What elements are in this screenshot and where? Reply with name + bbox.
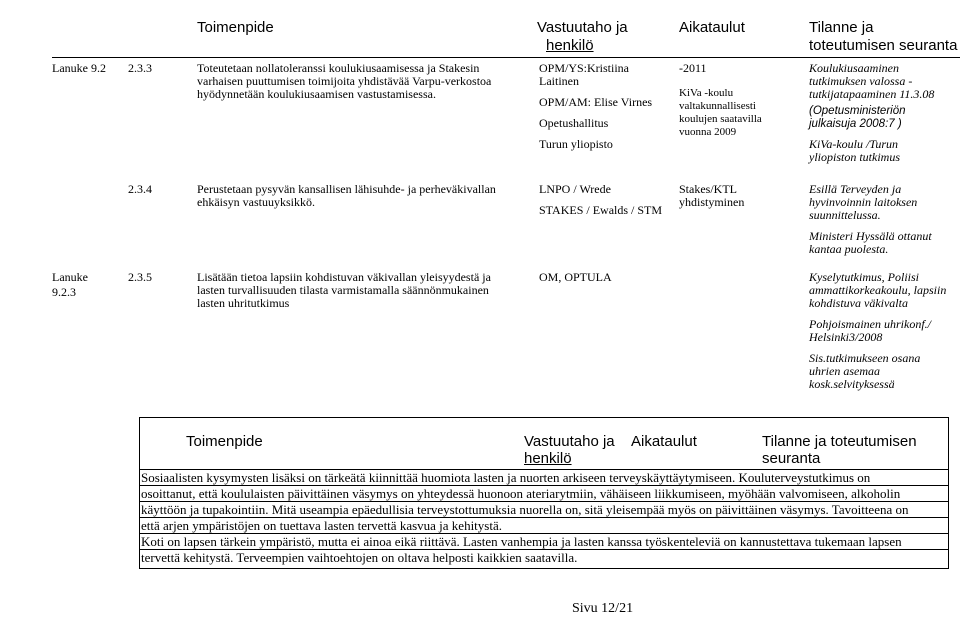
row1-action-line: varhaisen puuttumisen toimijoita yhdistävää Varpu-verkostoa — [197, 74, 492, 88]
row1-action-line: Toteutetaan nollatoleranssi koulukiusaamisessa ja Stakesin — [197, 61, 480, 75]
t2-body-text: Sosiaalisten kysymysten lisäksi on tärkeätä kiinnittää huomiota lasten ja nuorten arkiseen terveyskäyttäytymiseen. Kouluterveystutkimus on — [141, 470, 871, 485]
row3-action-line: lasten uhritutkimus — [197, 296, 290, 310]
header-schedule: Aikataulut — [679, 19, 745, 36]
t2-body-line — [140, 549, 948, 568]
t2-header-responsible-1: Vastuutaho ja — [524, 433, 615, 450]
header-status-2: toteutumisen seuranta — [809, 37, 958, 54]
row1-status — [809, 62, 959, 164]
status-line: uhrien asemaa — [809, 364, 880, 378]
t2-header-schedule: Aikataulut — [631, 433, 697, 450]
status-line: kohdistuva väkivalta — [809, 296, 908, 310]
row2-action — [197, 183, 527, 209]
status-line: Pohjoismainen uhrikonf./ — [809, 317, 931, 331]
row1-action — [197, 62, 527, 101]
header-responsible-2: henkilö — [546, 37, 594, 54]
status-line: yliopiston tutkimus — [809, 150, 900, 164]
row1-number: 2.3.3 — [128, 61, 152, 75]
status-line: Helsinki3/2008 — [809, 330, 883, 344]
row3-action-line: Lisätään tietoa lapsiin kohdistuvan väkivallan yleisyydestä ja — [197, 270, 491, 284]
schedule-line: -2011 — [679, 61, 707, 75]
status-line: julkaisuja 2008:7 ) — [809, 118, 902, 130]
status-line: Esillä Terveyden ja — [809, 182, 902, 196]
header-responsible-1: Vastuutaho ja — [537, 19, 628, 36]
row2-status — [809, 183, 959, 256]
status-line: hyvinvoinnin laitoksen — [809, 195, 918, 209]
t2-body-text: käyttöön ja tupakointiin. Mitä useampia epäedullisia terveystottumuksia nuorella on, sitä yleisempää myös on päivittäinen väsymys. Tavoitteena on — [141, 502, 909, 517]
responsible-line: Opetushallitus — [539, 116, 609, 130]
row1-chapter: Lanuke 9.2 — [52, 61, 106, 75]
schedule-line: valtakunnallisesti — [679, 100, 756, 112]
responsible-line: OPM/AM: Elise Virnes — [539, 95, 653, 109]
t2-body-text: tervettä kehitystä. Terveempien vaihtoehtojen on oltava helposti kaikkien saatavilla. — [141, 550, 578, 565]
status-line: Sis.tutkimukseen osana — [809, 351, 921, 365]
status-line: Kyselytutkimus, Poliisi — [809, 270, 919, 284]
row2-action-line: ehkäisyn vastuuyksikkö. — [197, 195, 315, 209]
row3-responsible: OM, OPTULA — [539, 270, 612, 284]
row1-schedule — [679, 62, 799, 139]
row3-chapter — [52, 271, 88, 299]
schedule-line: KiVa -koulu — [679, 87, 734, 99]
schedule-line: koulujen saatavilla — [679, 113, 762, 125]
row1-action-line: hyödynnetään koulukiusaamisen vastustamisessa. — [197, 87, 436, 101]
responsible-line: STAKES / Ewalds / STM — [539, 203, 663, 217]
row3-action — [197, 271, 527, 310]
row2-action-line: Perustetaan pysyvän kansallisen lähisuhde- ja perheväkivallan — [197, 182, 496, 196]
row3-action-line: lasten turvallisuuden tilasta varmistamalla säännönmukainen — [197, 283, 489, 297]
status-line: Ministeri Hyssälä ottanut — [809, 229, 932, 243]
schedule-line: Stakes/KTL — [679, 182, 737, 196]
t2-body-text: osoittanut, että koululaisten päivittäinen väsymys on yhteydessä huonoon ateriarytmiin, vähäiseen liikkumiseen, myöhään valvomiseen, alkoholin — [141, 486, 901, 501]
header-action: Toimenpide — [197, 19, 274, 36]
responsible-line: Turun yliopisto — [539, 137, 613, 151]
status-line: kosk.selvityksessä — [809, 377, 895, 391]
schedule-line: vuonna 2009 — [679, 126, 737, 138]
t2-header-responsible-2: henkilö — [524, 450, 572, 467]
status-line: KiVa-koulu /Turun — [809, 137, 899, 151]
status-line: Koulukiusaaminen — [809, 61, 899, 75]
responsible-line: Laitinen — [539, 74, 579, 88]
t2-body-text: että arjen ympäristöjen on tuettava lasten tervettä kasvua ja kehitystä. — [141, 518, 502, 533]
t2-header-status-1: Tilanne ja toteutumisen — [762, 433, 917, 450]
status-line: suunnittelussa. — [809, 208, 881, 222]
page-number: Sivu 12/21 — [572, 601, 634, 616]
t2-header-action: Toimenpide — [186, 433, 263, 450]
responsible-line: OPM/YS:Kristiina — [539, 61, 630, 75]
table-top-border — [52, 57, 960, 58]
row2-responsible — [539, 183, 674, 217]
status-line: tutkijatapaaminen 11.3.08 — [809, 87, 935, 101]
header-status-1: Tilanne ja — [809, 19, 874, 36]
status-line: kantaa puolesta. — [809, 242, 889, 256]
row2-schedule — [679, 183, 799, 209]
chapter-line: Lanuke — [52, 270, 88, 284]
status-line: (Opetusministeriön — [809, 105, 906, 117]
schedule-line: yhdistyminen — [679, 195, 745, 209]
t2-body-text: Koti on lapsen tärkein ympäristö, mutta ei ainoa eikä riittävä. Lasten vanhempia ja lasten kanssa työskenteleviä on kannustettava tukemaan lapsen — [141, 534, 902, 549]
responsible-line: LNPO / Wrede — [539, 182, 611, 196]
t2-header-status-2: seuranta — [762, 450, 821, 467]
row3-number: 2.3.5 — [128, 270, 152, 284]
status-line: tutkimuksen valossa - — [809, 74, 913, 88]
row3-status — [809, 271, 959, 391]
summary-table — [139, 417, 949, 569]
chapter-line: 9.2.3 — [52, 285, 76, 299]
row1-responsible — [539, 62, 674, 151]
status-line: ammattikorkeakoulu, lapsiin — [809, 283, 947, 297]
row2-number: 2.3.4 — [128, 182, 152, 196]
